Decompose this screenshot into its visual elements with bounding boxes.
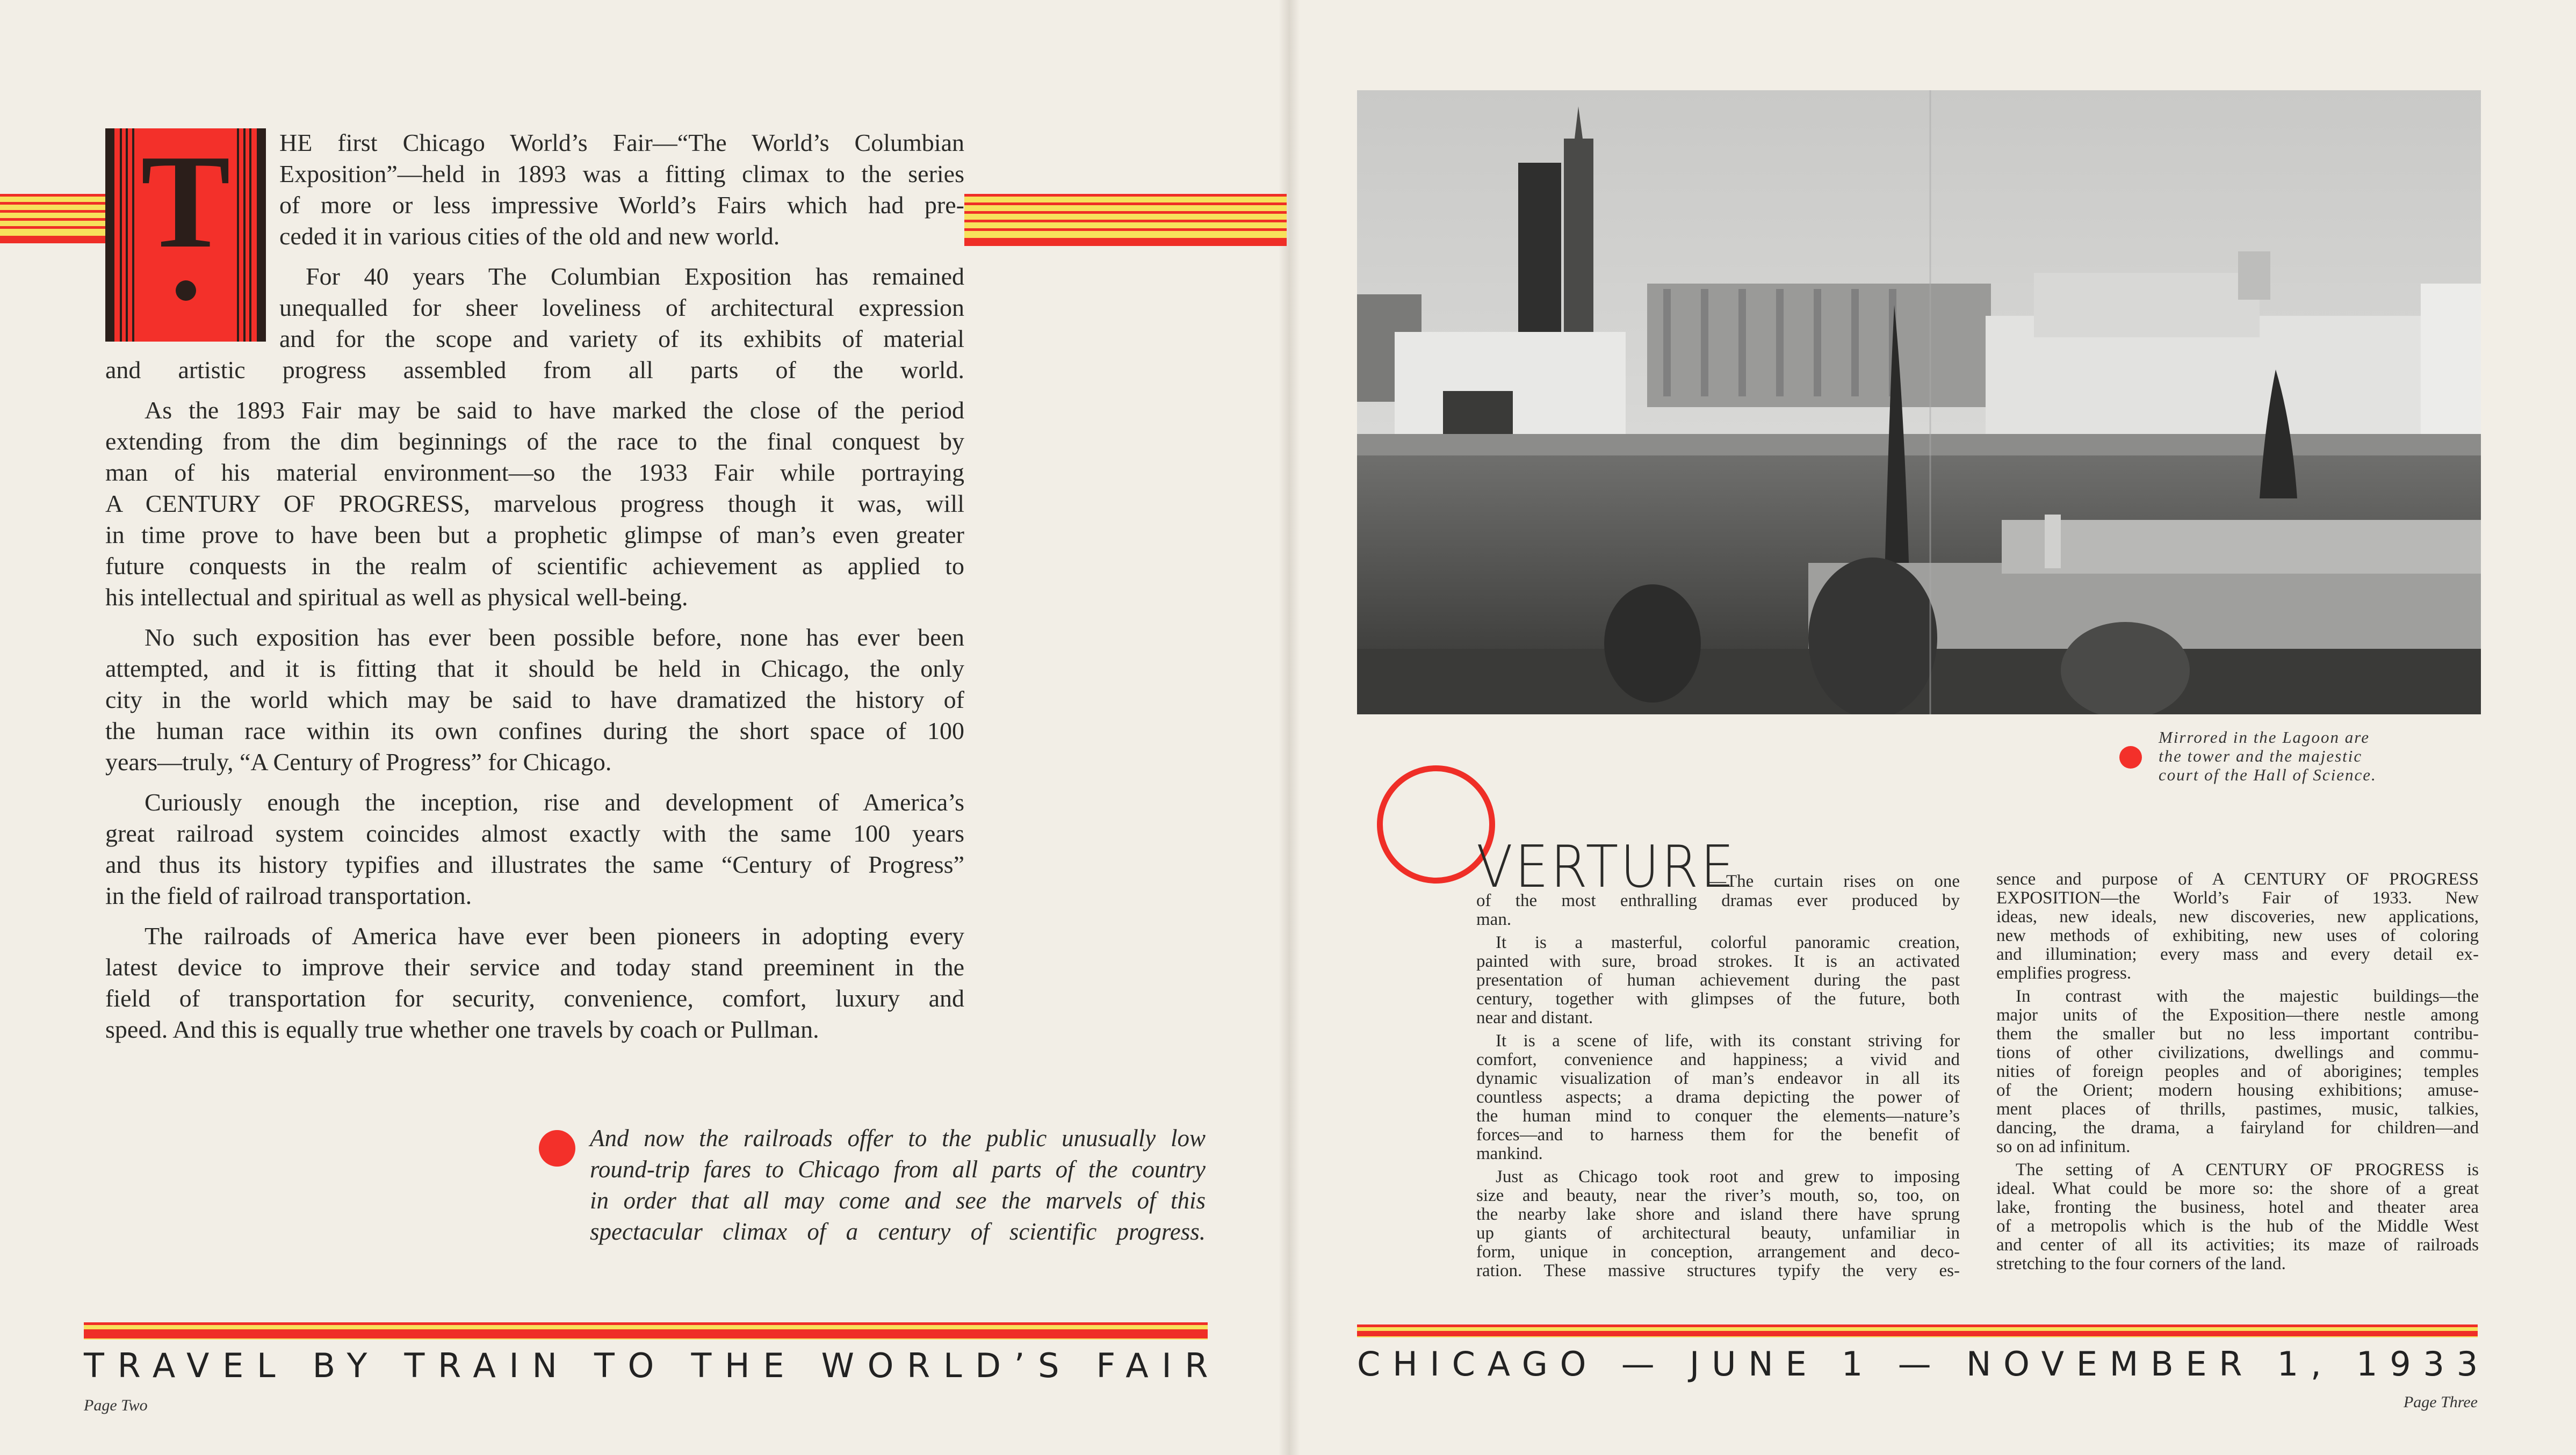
text-line: in time prove to have been but a prophetic glimpse of man’s even greater — [105, 521, 964, 548]
right-footer-title: CHICAGO — JUNE 1 — NOVEMBER 1, 1933 — [1357, 1344, 2490, 1384]
text-line: EXPOSITION—the World’s Fair of 1933. New — [1996, 888, 2479, 908]
text-line: extending from the dim beginnings of the race to the final conquest by — [105, 428, 964, 455]
text-line: Curiously enough the inception, rise and development of America’s — [145, 788, 964, 816]
text-line: It is a masterful, colorful panoramic creation, — [1496, 933, 1960, 952]
text-line: years—truly, “A Century of Progress” for Chicago. — [105, 748, 612, 776]
caption-line: court of the Hall of Science. — [2159, 765, 2377, 784]
text-line: form, unique in conception, arrangement and deco- — [1476, 1242, 1960, 1262]
text-line: dancing, the drama, a fairyland for children—and — [1996, 1118, 2479, 1138]
text-line: presentation of human achievement during the past — [1476, 971, 1960, 990]
text-line: spectacular climax of a century of scientific progress. — [590, 1218, 1206, 1245]
text-line: in order that all may come and see the marvels of this — [590, 1187, 1206, 1214]
overture-heading: VERTURE — [1476, 834, 1736, 901]
text-line: No such exposition has ever been possible before, none has ever been — [145, 624, 964, 651]
text-line: countless aspects; a drama depicting the power of — [1476, 1088, 1960, 1107]
text-line: tions of other civilizations, dwellings and commu- — [1996, 1043, 2479, 1062]
text-line: future conquests in the realm of scientific achievement as applied to — [105, 552, 964, 580]
text-line: painted with sure, broad strokes. It is an activated — [1476, 952, 1960, 971]
text-line: major units of the Exposition—there nestle among — [1996, 1005, 2479, 1025]
text-line: man. — [1476, 910, 1512, 929]
text-line: size and beauty, near the river’s mouth, so, too, on — [1476, 1186, 1960, 1205]
text-line: his intellectual and spiritual as well as physical well-being. — [105, 583, 688, 611]
heading-run-in-text: —The curtain rises on one — [1708, 872, 1960, 891]
text-line: great railroad system coincides almost exactly with the same 100 years — [105, 820, 964, 847]
right-decorative-stripe — [964, 194, 1287, 246]
text-line: unequalled for sheer loveliness of architectural expression — [279, 294, 964, 321]
right-footer-stripe — [1357, 1324, 2478, 1337]
text-line: of a metropolis which is the hub of the Middle West — [1996, 1217, 2479, 1236]
text-line: speed. And this is equally true whether one travels by coach or Pullman. — [105, 1016, 819, 1043]
text-line: the nearby lake shore and island there have sprung — [1476, 1205, 1960, 1224]
text-line: stretching to the four corners of the land. — [1996, 1254, 2286, 1273]
text-line: dynamic visualization of man’s endeavor in all its — [1476, 1069, 1960, 1088]
photo-caption — [2159, 728, 2377, 784]
text-line: the human race within its own confines during the short space of 100 — [105, 717, 964, 744]
text-line: The setting of A CENTURY OF PROGRESS is — [2016, 1160, 2479, 1179]
left-decorative-stripe — [0, 194, 105, 243]
text-line: forces—and to harness them for the benefit of — [1476, 1125, 1960, 1145]
left-footer-stripe — [84, 1322, 1208, 1340]
text-line: the human mind to conquer the elements—nature’s — [1476, 1106, 1960, 1126]
text-line: of more or less impressive World’s Fairs which had pre- — [279, 191, 964, 219]
text-line: so on ad infinitum. — [1996, 1137, 2131, 1156]
text-line: of the most enthralling dramas ever produced by — [1476, 891, 1960, 910]
text-line: ration. These massive structures typify the very es- — [1476, 1261, 1960, 1280]
text-line: And now the railroads offer to the public unusually low — [590, 1125, 1206, 1152]
text-line: ment places of thrills, pastimes, music, talkies, — [1996, 1099, 2479, 1119]
text-line: attempted, and it is fitting that it should be held in Chicago, the only — [105, 655, 964, 682]
text-line: man of his material environment—so the 1933 Fair while portraying — [105, 459, 964, 486]
text-line: and illumination; every mass and every detail ex- — [1996, 945, 2479, 964]
text-line: round-trip fares to Chicago from all parts of the country — [590, 1156, 1206, 1183]
left-footer-title: TRAVEL BY TRAIN TO THE WORLD’S FAIR — [84, 1346, 1222, 1385]
text-line: field of transportation for security, convenience, comfort, luxury and — [105, 985, 964, 1012]
text-line: nities of foreign peoples and of aborigines; temples — [1996, 1062, 2479, 1081]
text-line: and center of all its activities; its maze of railroads — [1996, 1235, 2479, 1255]
text-line: of the Orient; modern housing exhibitions; amuse- — [1996, 1081, 2479, 1100]
drop-cap-dot — [176, 280, 196, 301]
lagoon-hall-of-science-photo — [1357, 90, 2481, 714]
text-line: ideas, new ideals, new discoveries, new applications, — [1996, 907, 2479, 926]
callout-bullet-dot — [539, 1130, 575, 1167]
text-line: city in the world which may be said to have dramatized the history of — [105, 686, 964, 713]
text-line: In contrast with the majestic buildings—the — [2016, 987, 2479, 1006]
text-line: For 40 years The Columbian Exposition has remained — [306, 263, 964, 290]
text-line: in the field of railroad transportation. — [105, 882, 472, 909]
page-number-right: Page Three — [2403, 1393, 2478, 1411]
text-line: The railroads of America have ever been pioneers in adopting every — [145, 922, 964, 950]
text-line: comfort, convenience and happiness; a vivid and — [1476, 1050, 1960, 1069]
text-line: up giants of architectural beauty, unfamiliar in — [1476, 1224, 1960, 1243]
text-line: and for the scope and variety of its exhibits of material — [279, 325, 964, 352]
text-line: ceded it in various cities of the old and new world. — [279, 222, 780, 250]
caption-line: the tower and the majestic — [2159, 747, 2363, 765]
text-line: lake, fronting the business, hotel and theater area — [1996, 1198, 2479, 1217]
text-line: sence and purpose of A CENTURY OF PROGRESS — [1996, 870, 2479, 889]
text-line: century, together with glimpses of the future, both — [1476, 989, 1960, 1009]
text-line: It is a scene of life, with its constant striving for — [1496, 1031, 1960, 1051]
text-line: Exposition”—held in 1893 was a fitting climax to the series — [279, 160, 964, 187]
text-line: mankind. — [1476, 1144, 1543, 1163]
text-line: new methods of exhibiting, new uses of coloring — [1996, 926, 2479, 945]
page-number-left: Page Two — [84, 1396, 148, 1414]
text-line: and thus its history typifies and illustrates the same “Century of Progress” — [105, 851, 964, 878]
text-line: near and distant. — [1476, 1008, 1593, 1027]
drop-cap-letter: T — [141, 127, 230, 276]
text-line: emplifies progress. — [1996, 964, 2132, 983]
text-line: As the 1893 Fair may be said to have marked the close of the period — [145, 396, 964, 424]
caption-line: Mirrored in the Lagoon are — [2159, 728, 2370, 747]
caption-bullet-dot — [2119, 746, 2142, 769]
drop-cap-block — [105, 128, 266, 342]
text-line: A CENTURY OF PROGRESS, marvelous progress though it was, will — [105, 490, 964, 517]
text-line: them the smaller but no less important contribu- — [1996, 1024, 2479, 1044]
text-line: ideal. What could be more so: the shore of a great — [1996, 1179, 2479, 1198]
text-line: and artistic progress assembled from all parts of the world. — [105, 356, 964, 383]
text-line: HE first Chicago World’s Fair—“The World’s Columbian — [279, 129, 964, 156]
text-line: latest device to improve their service and today stand preeminent in the — [105, 953, 964, 981]
text-line: Just as Chicago took root and grew to imposing — [1496, 1167, 1960, 1186]
